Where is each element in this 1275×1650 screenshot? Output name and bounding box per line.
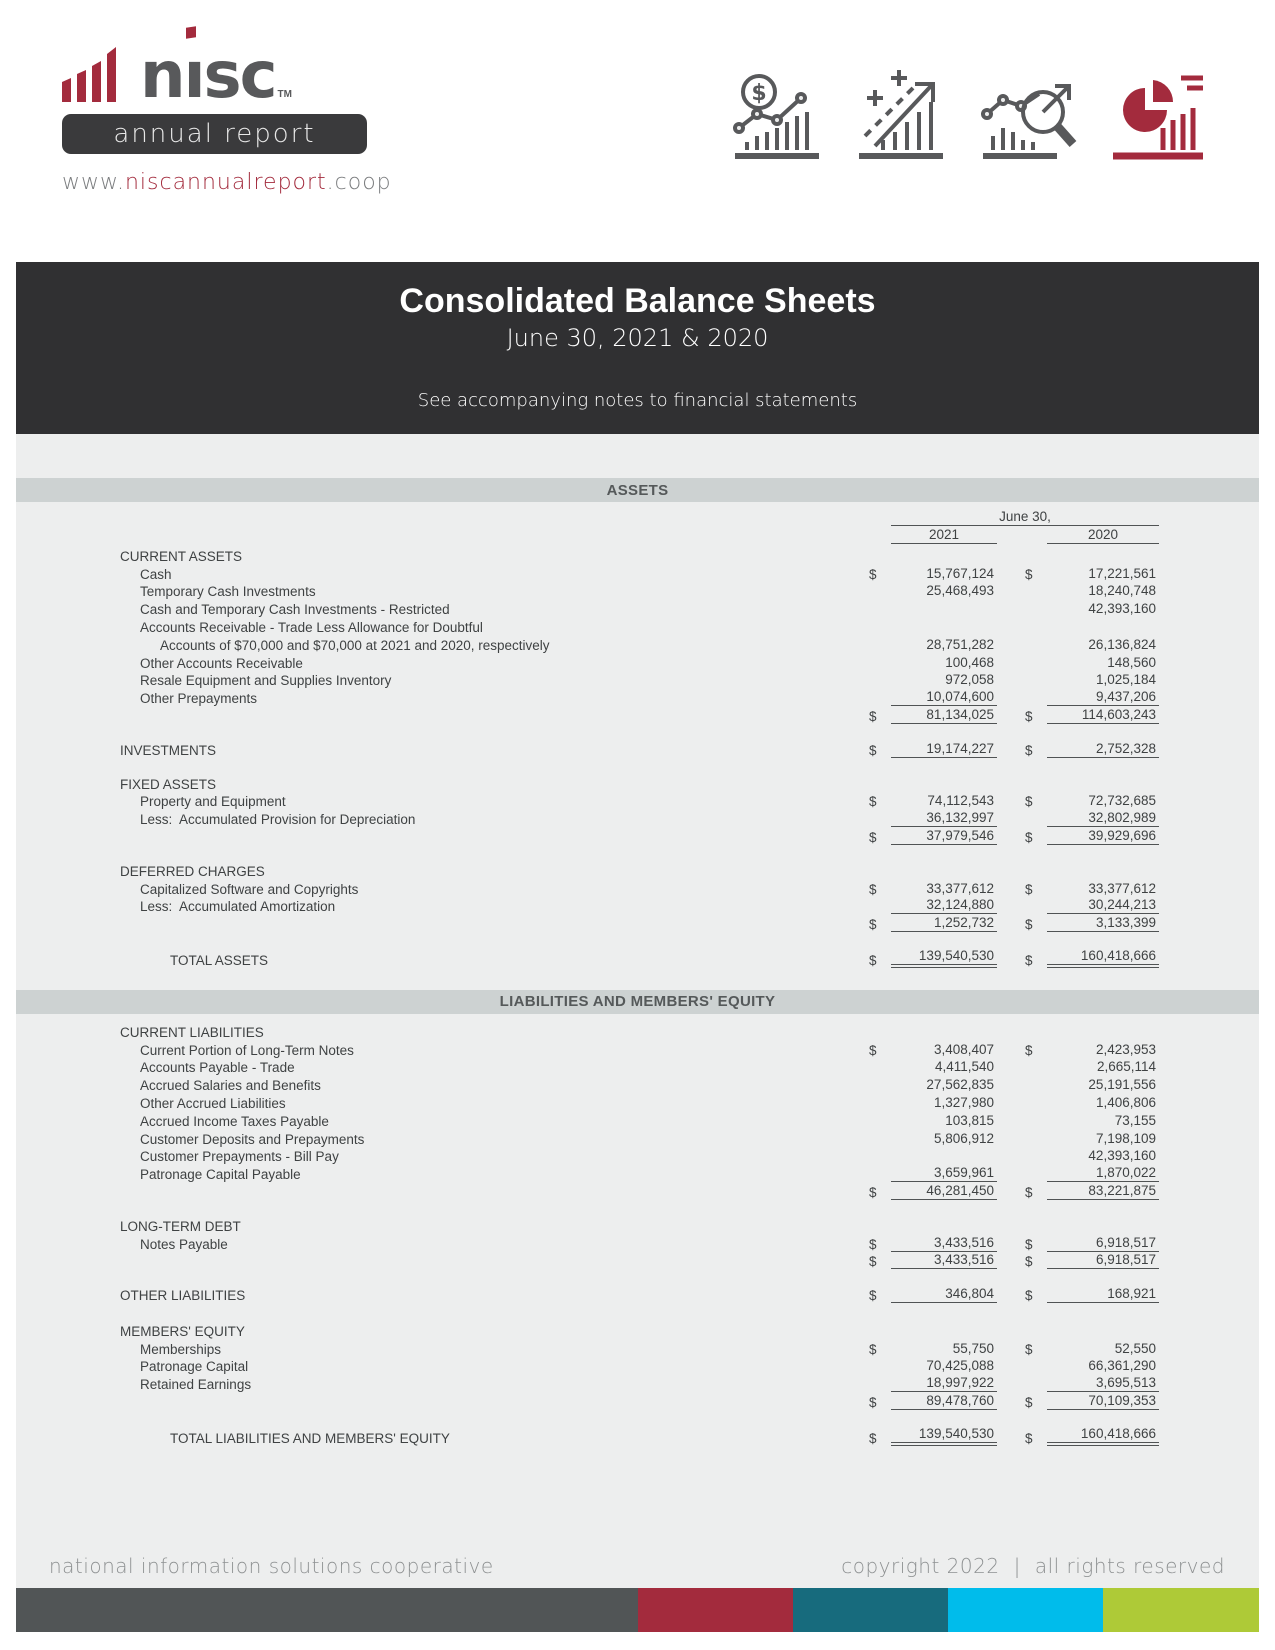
amount-2020: 73,155 [1114, 1112, 1156, 1128]
amount-2020: 6,918,517 [1047, 1252, 1159, 1269]
amount-2021: 46,281,450 [891, 1183, 997, 1200]
row-label: DEFERRED CHARGES [120, 863, 265, 879]
column-headers [16, 502, 1259, 546]
table-row [120, 1164, 1159, 1182]
brand-header [0, 0, 1275, 250]
amount-2021 [891, 1338, 997, 1339]
table-row [120, 861, 1159, 879]
table-row [120, 948, 1159, 969]
amount-2020: 1,406,806 [1095, 1094, 1156, 1110]
amount-2021: 89,478,760 [891, 1393, 997, 1410]
table-row [120, 1234, 1159, 1252]
page-title: Consolidated Balance Sheets [399, 282, 876, 320]
row-label: MEMBERS' EQUITY [120, 1323, 245, 1339]
amount-2020: 114,603,243 [1047, 707, 1159, 724]
annual-report-badge: annual report [62, 114, 367, 154]
amount-2020: 3,695,513 [1047, 1375, 1159, 1392]
amount-2021: 27,562,835 [926, 1077, 994, 1093]
svg-text:$: $ [751, 81, 767, 106]
dollar-sign-2020: $ [1025, 566, 1033, 582]
liabilities-table [16, 1022, 1259, 1447]
amount-2021: 103,815 [945, 1112, 994, 1128]
dollar-sign-2021: $ [869, 566, 877, 582]
amount-2020 [1047, 634, 1159, 635]
amount-2021: 4,411,540 [934, 1059, 994, 1075]
row-label: Property and Equipment [140, 794, 286, 810]
row-label: Accounts of $70,000 and $70,000 at 2021 and 2020, respectively [160, 637, 550, 653]
footer-company-name: national information solutions cooperative [49, 1554, 494, 1578]
date-header: June 30, [891, 509, 1159, 526]
dollar-sign-2021: $ [869, 1395, 877, 1411]
logo-bars-icon [62, 42, 130, 102]
row-label: Retained Earnings [140, 1377, 252, 1393]
table-row [120, 1285, 1159, 1303]
row-label: Memberships [140, 1341, 222, 1357]
row-label: FIXED ASSETS [120, 776, 217, 792]
money-growth-chart-icon [733, 70, 827, 162]
amount-2020: 168,921 [1047, 1286, 1159, 1303]
row-spacer [120, 1200, 1159, 1216]
dollar-sign-2020: $ [1025, 708, 1033, 724]
dollar-sign-2020: $ [1025, 1236, 1033, 1252]
row-label: Patronage Capital Payable [140, 1167, 301, 1183]
amount-2020: 72,732,685 [1088, 793, 1156, 809]
table-row [120, 1147, 1159, 1165]
assets-table [16, 546, 1259, 969]
row-label: Capitalized Software and Copyrights [140, 881, 359, 897]
amount-2021: 3,408,407 [933, 1041, 994, 1057]
table-row [120, 688, 1159, 706]
table-row [120, 914, 1159, 932]
row-spacer [120, 1410, 1159, 1426]
chart-magnifier-icon [981, 70, 1081, 162]
amount-2021: 25,468,493 [926, 583, 994, 599]
logo-i-dot [186, 27, 196, 39]
dollar-sign-2021: $ [869, 1254, 877, 1270]
dollar-sign-2021: $ [869, 742, 877, 758]
row-label: Less: Accumulated Amortization [140, 899, 336, 915]
amount-2020: 2,423,953 [1095, 1041, 1156, 1057]
footer-divider: | [1013, 1554, 1021, 1578]
dollar-sign-2021: $ [869, 1184, 877, 1200]
dollar-sign-2021: $ [869, 881, 877, 897]
amount-2020: 6,918,517 [1047, 1235, 1159, 1252]
amount-2021: 37,979,546 [891, 828, 997, 845]
amount-2020: 52,550 [1114, 1340, 1156, 1356]
amount-2020: 1,025,184 [1095, 672, 1156, 688]
amount-2021: 19,174,227 [891, 741, 997, 758]
amount-2020: 83,221,875 [1047, 1183, 1159, 1200]
amount-2021: 55,750 [952, 1340, 994, 1356]
row-spacer [120, 1269, 1159, 1285]
amount-2021 [891, 634, 997, 635]
row-label: Accrued Income Taxes Payable [140, 1113, 329, 1129]
table-row [120, 582, 1159, 600]
table-row [120, 653, 1159, 671]
amount-2021: 139,540,530 [891, 1426, 997, 1446]
amount-2020: 32,802,989 [1047, 810, 1159, 827]
dollar-sign-2021: $ [869, 1042, 877, 1058]
growth-arrow-chart-icon [857, 70, 951, 162]
table-row [120, 1075, 1159, 1093]
row-spacer [120, 724, 1159, 740]
dollar-sign-2020: $ [1025, 794, 1033, 810]
amount-2020: 25,191,556 [1088, 1077, 1156, 1093]
table-row [120, 1111, 1159, 1129]
table-row [120, 1321, 1159, 1339]
amount-2021 [891, 563, 997, 564]
amount-2020: 7,198,109 [1095, 1130, 1156, 1146]
band-segment-5 [1103, 1588, 1259, 1632]
row-label: Other Accounts Receivable [140, 655, 303, 671]
amount-2020: 70,109,353 [1047, 1393, 1159, 1410]
amount-2020: 42,393,160 [1088, 601, 1156, 617]
dollar-sign-2021: $ [869, 917, 877, 933]
table-row [120, 671, 1159, 689]
header-icon-row [733, 70, 1205, 162]
row-label: Patronage Capital [140, 1359, 249, 1375]
table-row [120, 564, 1159, 582]
table-row [120, 1392, 1159, 1410]
footer-color-band [16, 1588, 1259, 1632]
row-label: Accounts Payable - Trade [140, 1060, 295, 1076]
table-row [120, 1040, 1159, 1058]
dollar-sign-2020: $ [1025, 1184, 1033, 1200]
amount-2020 [1047, 878, 1159, 879]
amount-2020: 66,361,290 [1088, 1358, 1156, 1374]
table-row [120, 1426, 1159, 1447]
row-label: Customer Prepayments - Bill Pay [140, 1149, 339, 1165]
amount-2021: 70,425,088 [926, 1358, 994, 1374]
table-row [120, 546, 1159, 564]
column-header-2020: 2020 [1047, 527, 1159, 544]
table-row [120, 897, 1159, 915]
amount-2020: 30,244,213 [1047, 897, 1159, 914]
row-spacer [120, 932, 1159, 948]
trademark-symbol: TM [277, 89, 292, 100]
amount-2021: 18,997,922 [891, 1375, 997, 1392]
amount-2020 [1047, 1338, 1159, 1339]
table-row [120, 792, 1159, 810]
amount-2021: 33,377,612 [926, 880, 994, 896]
dollar-sign-2020: $ [1025, 1042, 1033, 1058]
amount-2021: 81,134,025 [891, 707, 997, 724]
dollar-sign-2021: $ [869, 794, 877, 810]
band-segment-3 [793, 1588, 948, 1632]
amount-2021: 36,132,997 [891, 810, 997, 827]
band-segment-2 [638, 1588, 793, 1632]
amount-2020: 17,221,561 [1088, 565, 1156, 581]
table-row [120, 774, 1159, 792]
row-label: Notes Payable [140, 1236, 228, 1252]
amount-2020: 148,560 [1107, 654, 1156, 670]
footer-text-row [16, 1554, 1259, 1588]
amount-2020: 1,870,022 [1047, 1165, 1159, 1182]
amount-2021: 346,804 [891, 1286, 997, 1303]
column-header-2021: 2021 [891, 527, 997, 544]
table-row [120, 1058, 1159, 1076]
row-label: OTHER LIABILITIES [120, 1288, 246, 1304]
section-bar-assets: ASSETS [16, 478, 1259, 502]
amount-2021: 28,751,282 [926, 636, 994, 652]
dollar-sign-2020: $ [1025, 1431, 1033, 1447]
row-label: Other Accrued Liabilities [140, 1095, 286, 1111]
row-label: Customer Deposits and Prepayments [140, 1131, 365, 1147]
report-panel [16, 262, 1259, 1632]
footer-rights: all rights reserved [1034, 1554, 1225, 1578]
dollar-sign-2021: $ [869, 1288, 877, 1304]
row-label: LONG-TERM DEBT [120, 1218, 241, 1234]
website-url: www.niscannualreport.coop [62, 170, 392, 195]
nisc-logo [62, 39, 392, 195]
table-row [120, 599, 1159, 617]
table-row [120, 1374, 1159, 1392]
amount-2020: 2,665,114 [1096, 1059, 1156, 1075]
amount-2021: 1,327,980 [933, 1094, 994, 1110]
dollar-sign-2020: $ [1025, 1341, 1033, 1357]
dollar-sign-2020: $ [1025, 1288, 1033, 1304]
row-label: Current Portion of Long-Term Notes [140, 1042, 354, 1058]
table-row [120, 706, 1159, 724]
amount-2021 [891, 616, 997, 617]
amount-2021: 74,112,543 [927, 793, 994, 809]
dollar-sign-2021: $ [869, 1341, 877, 1357]
row-spacer [120, 758, 1159, 774]
dollar-sign-2020: $ [1025, 742, 1033, 758]
amount-2020: 42,393,160 [1088, 1148, 1156, 1164]
row-label: Temporary Cash Investments [140, 584, 316, 600]
amount-2020: 18,240,748 [1088, 583, 1156, 599]
section-bar-liabilities: LIABILITIES AND MEMBERS' EQUITY [16, 990, 1259, 1014]
row-spacer [120, 1303, 1159, 1321]
dollar-sign-2021: $ [869, 1236, 877, 1252]
table-row [120, 1216, 1159, 1234]
amount-2021: 100,468 [945, 654, 994, 670]
dollar-sign-2020: $ [1025, 1254, 1033, 1270]
table-row [120, 1339, 1159, 1357]
table-row [120, 740, 1159, 758]
row-label: CURRENT ASSETS [120, 548, 243, 564]
dollar-sign-2021: $ [869, 1431, 877, 1447]
dollar-sign-2020: $ [1025, 1395, 1033, 1411]
amount-2020 [1047, 791, 1159, 792]
table-row [120, 827, 1159, 845]
table-row [120, 1252, 1159, 1270]
amount-2021: 15,767,124 [926, 565, 994, 581]
amount-2021 [891, 1039, 997, 1040]
amount-2021 [891, 878, 997, 879]
band-segment-4 [948, 1588, 1103, 1632]
row-label: Accrued Salaries and Benefits [140, 1078, 321, 1094]
amount-2020: 160,418,666 [1047, 948, 1159, 968]
amount-2020: 9,437,206 [1047, 689, 1159, 706]
dollar-sign-2021: $ [869, 708, 877, 724]
table-row [120, 617, 1159, 635]
row-label: Cash [140, 566, 172, 582]
row-label: Cash and Temporary Cash Investments - Restricted [140, 602, 450, 618]
dollar-sign-2020: $ [1025, 881, 1033, 897]
dollar-sign-2020: $ [1025, 917, 1033, 933]
title-block [16, 262, 1259, 434]
amount-2021: 3,433,516 [891, 1235, 997, 1252]
table-row [120, 1129, 1159, 1147]
amount-2020: 39,929,696 [1047, 828, 1159, 845]
dollar-sign-2020: $ [1025, 953, 1033, 969]
table-row [120, 1357, 1159, 1375]
amount-2020: 33,377,612 [1088, 880, 1156, 896]
amount-2021 [891, 791, 997, 792]
band-segment-1 [16, 1588, 638, 1632]
row-spacer [120, 845, 1159, 861]
amount-2020 [1047, 1039, 1159, 1040]
dollar-sign-2021: $ [869, 953, 877, 969]
row-label: Less: Accumulated Provision for Depreciation [140, 812, 416, 828]
amount-2020: 3,133,399 [1047, 915, 1159, 932]
footer-copyright: copyright 2022 [841, 1554, 1000, 1578]
amount-2020 [1047, 563, 1159, 564]
notes-reference: See accompanying notes to financial statements [417, 390, 858, 411]
amount-2021: 1,252,732 [891, 915, 997, 932]
amount-2020: 2,752,328 [1047, 741, 1159, 758]
pie-bar-chart-icon [1111, 70, 1205, 162]
row-label: Resale Equipment and Supplies Inventory [140, 673, 392, 689]
amount-2021: 972,058 [945, 672, 994, 688]
row-label: CURRENT LIABILITIES [120, 1024, 264, 1040]
nisc-logo-text: n ısc [140, 48, 276, 106]
amount-2020: 160,418,666 [1047, 1426, 1159, 1446]
balance-sheet-content [16, 434, 1259, 1588]
amount-2021: 3,433,516 [891, 1252, 997, 1269]
row-label: INVESTMENTS [120, 742, 217, 758]
dollar-sign-2020: $ [1025, 829, 1033, 845]
table-row [120, 1022, 1159, 1040]
amount-2020: 26,136,824 [1088, 636, 1156, 652]
row-label: Accounts Receivable - Trade Less Allowance for Doubtful [140, 619, 483, 635]
amount-2021: 10,074,600 [891, 689, 997, 706]
amount-2021: 5,806,912 [933, 1130, 994, 1146]
table-row [120, 635, 1159, 653]
table-row [120, 879, 1159, 897]
table-row [120, 1093, 1159, 1111]
row-label: TOTAL LIABILITIES AND MEMBERS' EQUITY [170, 1431, 450, 1447]
dollar-sign-2021: $ [869, 829, 877, 845]
amount-2021: 3,659,961 [891, 1165, 997, 1182]
table-row [120, 1182, 1159, 1200]
row-label: TOTAL ASSETS [170, 953, 269, 969]
amount-2021: 32,124,880 [891, 897, 997, 914]
page-subtitle: June 30, 2021 & 2020 [506, 324, 769, 352]
table-row [120, 809, 1159, 827]
row-label: Other Prepayments [140, 691, 258, 707]
amount-2021: 139,540,530 [891, 948, 997, 968]
